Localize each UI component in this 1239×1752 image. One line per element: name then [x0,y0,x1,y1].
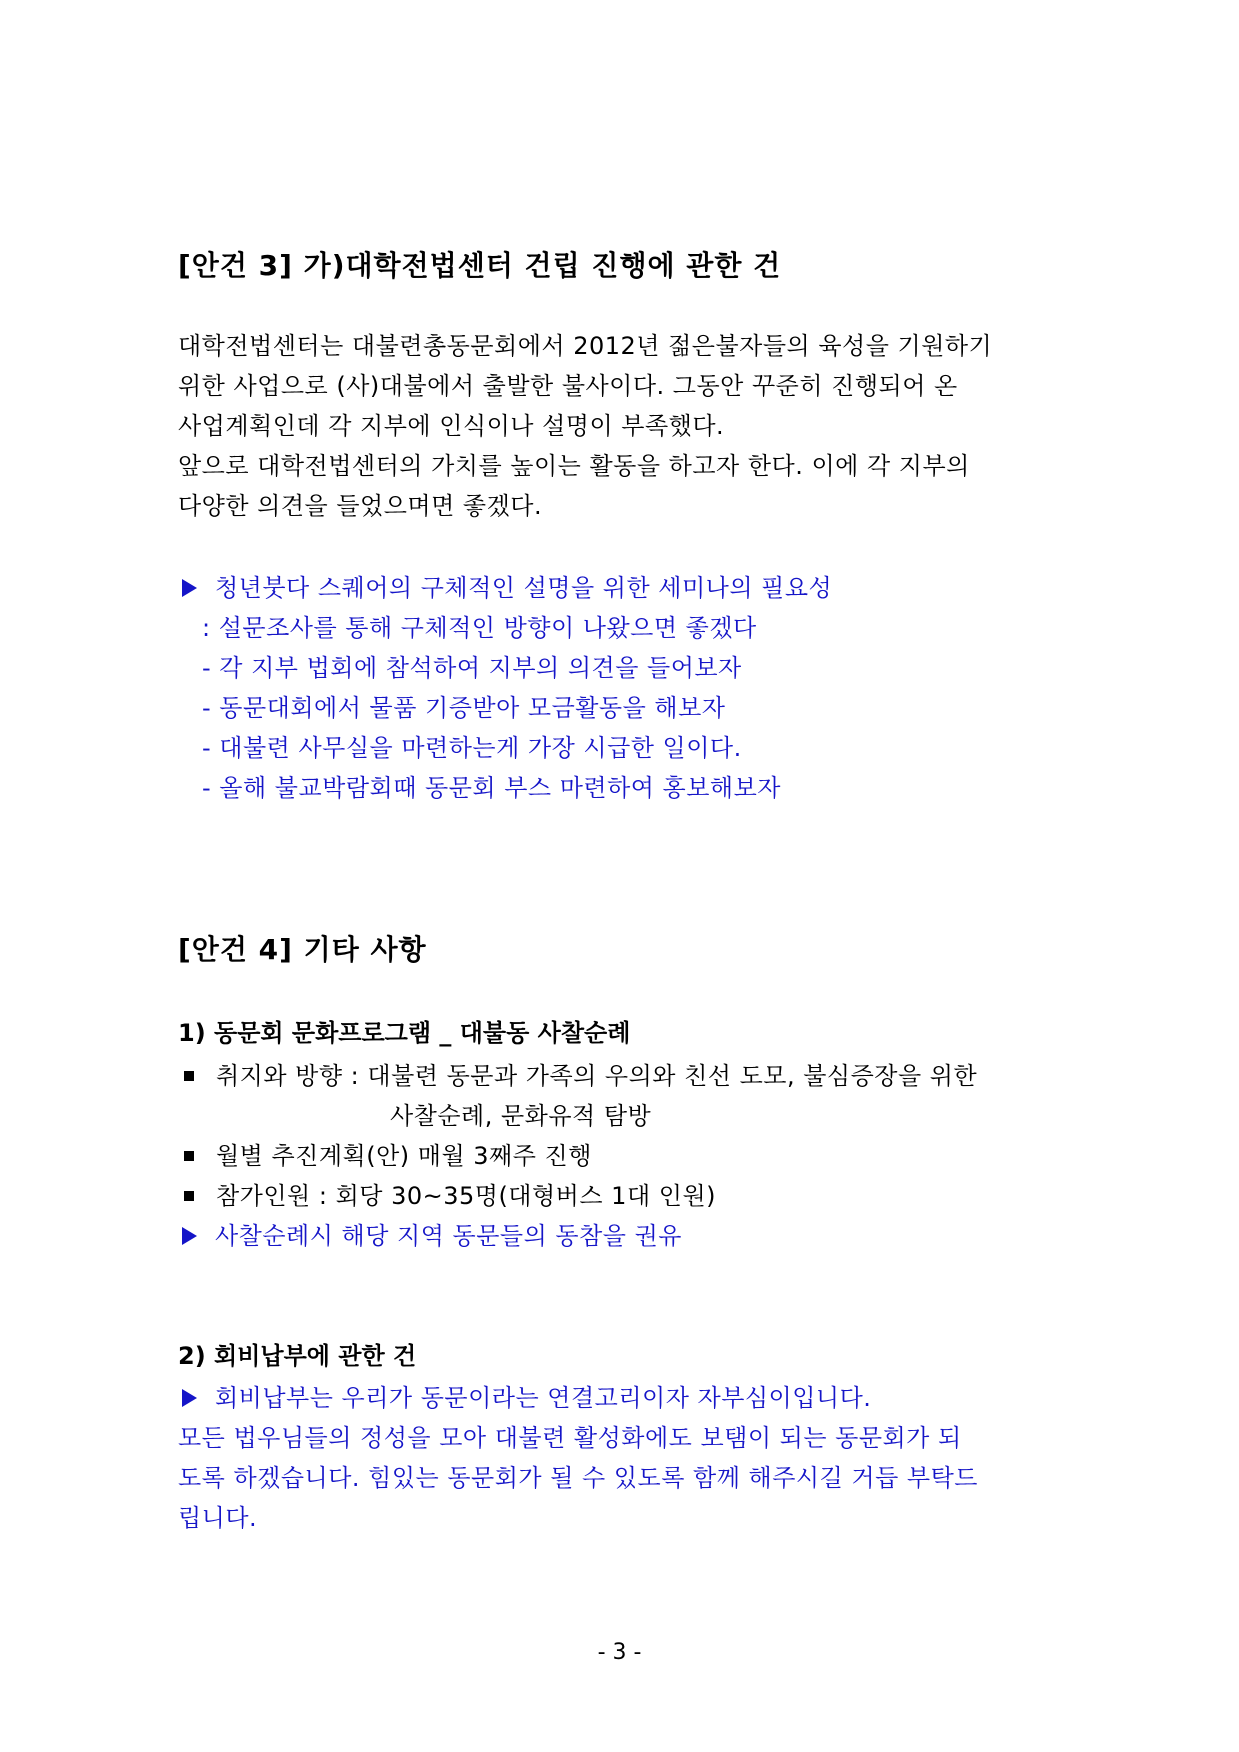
triangle-bullet-icon [182,579,197,597]
section-2-bullet [182,1378,871,1413]
agenda-3-item: - 올해 불교박람회때 동문회 부스 마련하여 홍보해보자 [202,774,781,802]
agenda-3-paragraph-line: 사업계획인데 각 지부에 인식이나 설명이 부족했다. [178,412,725,440]
square-bullet-icon [184,1151,194,1161]
section-2-paragraph-line: 도록 하겠습니다. 힘있는 동문회가 될 수 있도록 함께 해주시길 거듭 부탁드 [178,1464,978,1492]
agenda-3-paragraph-line: 대학전법센터는 대불련총동문회에서 2012년 젊은불자들의 육성을 기원하기 [178,332,993,360]
section-1-item-text: 취지와 방향 : 대불련 동문과 가족의 우의와 친선 도모, 불심증장을 위한 [216,1062,978,1090]
agenda-3-item: : 설문조사를 통해 구체적인 방향이 나왔으면 좋겠다 [202,614,757,642]
agenda-3-item: - 각 지부 법회에 참석하여 지부의 의견을 들어보자 [202,654,742,682]
page-number: - 3 - [597,1640,642,1665]
agenda-3-paragraph-line: 다양한 의견을 들었으며면 좋겠다. [178,492,543,520]
section-2-title: 2) 회비납부에 관한 건 [178,1342,417,1370]
section-2-paragraph-line: 모든 법우님들의 정성을 모아 대불련 활성화에도 보탬이 되는 동문회가 되 [178,1424,962,1452]
section-1-item [178,1136,592,1171]
agenda-4-title: [안건 4] 기타 사항 [178,933,427,966]
square-bullet-icon [184,1191,194,1201]
section-1-item [178,1056,977,1091]
section-1-bullet-text: 사찰순례시 해당 지역 동문들의 동참을 권유 [215,1222,682,1250]
agenda-3-item: - 대불련 사무실을 마련하는게 가장 시급한 일이다. [202,734,742,762]
section-1-item-text: 월별 추진계획(안) 매월 3째주 진행 [216,1142,592,1170]
section-1-item-continuation: 사찰순례, 문화유적 탐방 [390,1102,652,1130]
triangle-bullet-icon [182,1389,197,1407]
agenda-3-title: [안건 3] 가)대학전법센터 건립 진행에 관한 건 [178,249,782,282]
section-1-item [178,1176,716,1211]
agenda-3-paragraph-line: 앞으로 대학전법센터의 가치를 높이는 활동을 하고자 한다. 이에 각 지부의 [178,452,970,480]
section-1-bullet [182,1216,682,1251]
section-1-title: 1) 동문회 문화프로그램 _ 대불동 사찰순례 [178,1019,631,1047]
agenda-3-bullet [182,568,832,603]
section-1-item-text: 참가인원 : 회당 30~35명(대형버스 1대 인원) [216,1182,716,1210]
square-bullet-icon [184,1071,194,1081]
agenda-3-bullet-text: 청년붓다 스퀘어의 구체적인 설명을 위한 세미나의 필요성 [215,574,833,602]
agenda-3-item: - 동문대회에서 물품 기증받아 모금활동을 해보자 [202,694,726,722]
agenda-3-paragraph-line: 위한 사업으로 (사)대불에서 출발한 불사이다. 그동안 꾸준히 진행되어 온 [178,372,958,400]
triangle-bullet-icon [182,1227,197,1245]
section-2-paragraph-line: 립니다. [178,1504,258,1532]
section-2-bullet-text: 회비납부는 우리가 동문이라는 연결고리이자 자부심이입니다. [215,1384,872,1412]
